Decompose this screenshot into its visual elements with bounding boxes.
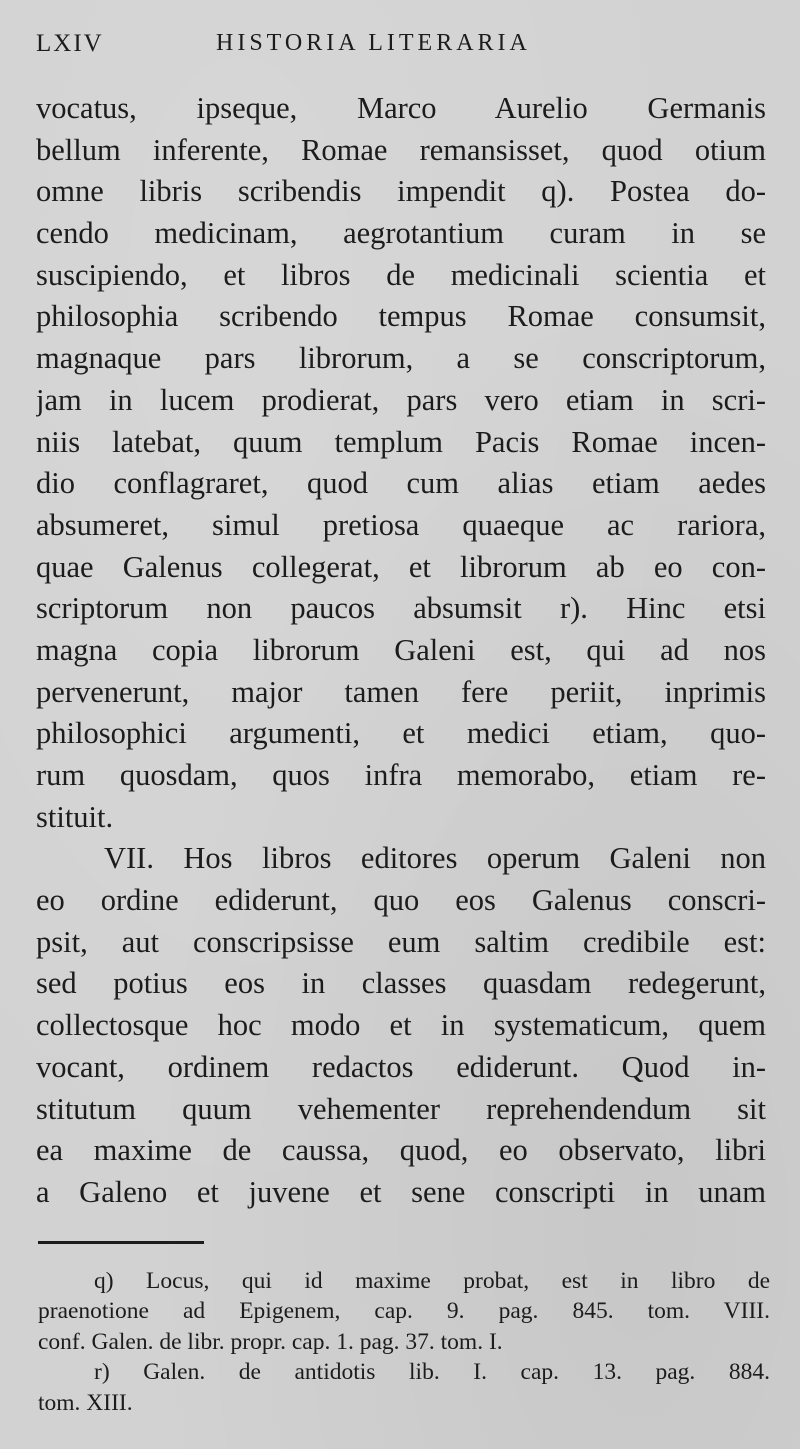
text-line: ea maxime de caussa, quod, eo observato, libri [36, 1133, 766, 1168]
footnote-divider [38, 1241, 204, 1244]
text-line: collectosque hoc modo et in systematicum, quem [36, 1008, 766, 1043]
text-line: psit, aut conscripsisse eum saltim credibile est: [36, 924, 766, 959]
text-line: scriptorum non paucos absumsit r). Hinc etsi [36, 591, 766, 626]
text-line: sed potius eos in classes quasdam redegerunt, [36, 966, 766, 1001]
text-line: omne libris scribendis impendit q). Postea do- [36, 174, 766, 209]
page-header [36, 30, 764, 64]
text-line: dio conflagraret, quod cum alias etiam aedes [36, 466, 766, 501]
footnote-line: praenotione ad Epigenem, cap. 9. pag. 845. tom. VIII. [38, 1298, 770, 1325]
section-start-line: VII. Hos libros editores operum Galeni non [104, 841, 766, 876]
running-title: HISTORIA LITERARIA [216, 30, 531, 56]
text-line: vocatus, ipseque, Marco Aurelio Germanis [36, 91, 766, 125]
footnote-line: conf. Galen. de libr. propr. cap. 1. pag. 37. tom. I. [38, 1328, 503, 1355]
text-line: jam in lucem prodierat, pars vero etiam in scri- [36, 382, 766, 417]
text-line: niis latebat, quum templum Pacis Romae incen- [36, 424, 766, 459]
text-line: philosophici argumenti, et medici etiam, quo- [36, 716, 766, 751]
text-line: rum quosdam, quos infra memorabo, etiam re- [36, 758, 766, 792]
text-line: stituit. [36, 799, 114, 834]
text-line: vocant, ordinem redactos ediderunt. Quod in- [36, 1049, 766, 1084]
page-number: LXIV [36, 30, 104, 57]
footnotes [38, 1266, 770, 1418]
footnote-line: r) Galen. de antidotis lib. I. cap. 13. pag. 884. [94, 1359, 770, 1386]
footnote-line: tom. XIII. [38, 1389, 133, 1416]
text-line: magnaque pars librorum, a se conscriptorum, [36, 341, 766, 376]
text-line: absumeret, simul pretiosa quaeque ac rariora, [36, 507, 766, 542]
text-line: quae Galenus collegerat, et librorum ab eo con- [36, 549, 766, 584]
text-line: eo ordine ediderunt, quo eos Galenus conscri- [36, 883, 766, 918]
footnote-line: q) Locus, qui id maxime probat, est in libro de [94, 1268, 770, 1294]
text-line: pervenerunt, major tamen fere periit, inprimis [36, 674, 766, 709]
text-line: bellum inferente, Romae remansisset, quod otium [36, 132, 766, 167]
text-line: philosophia scribendo tempus Romae consumsit, [36, 299, 766, 334]
body-text [36, 88, 766, 1214]
text-line: cendo medicinam, aegrotantium curam in se [36, 216, 766, 251]
text-line: magna copia librorum Galeni est, qui ad nos [36, 632, 766, 667]
text-line: a Galeno et juvene et sene conscripti in unam [36, 1174, 766, 1209]
text-line: suscipiendo, et libros de medicinali scientia et [36, 257, 766, 292]
text-line: stitutum quum vehementer reprehendendum sit [36, 1091, 766, 1126]
